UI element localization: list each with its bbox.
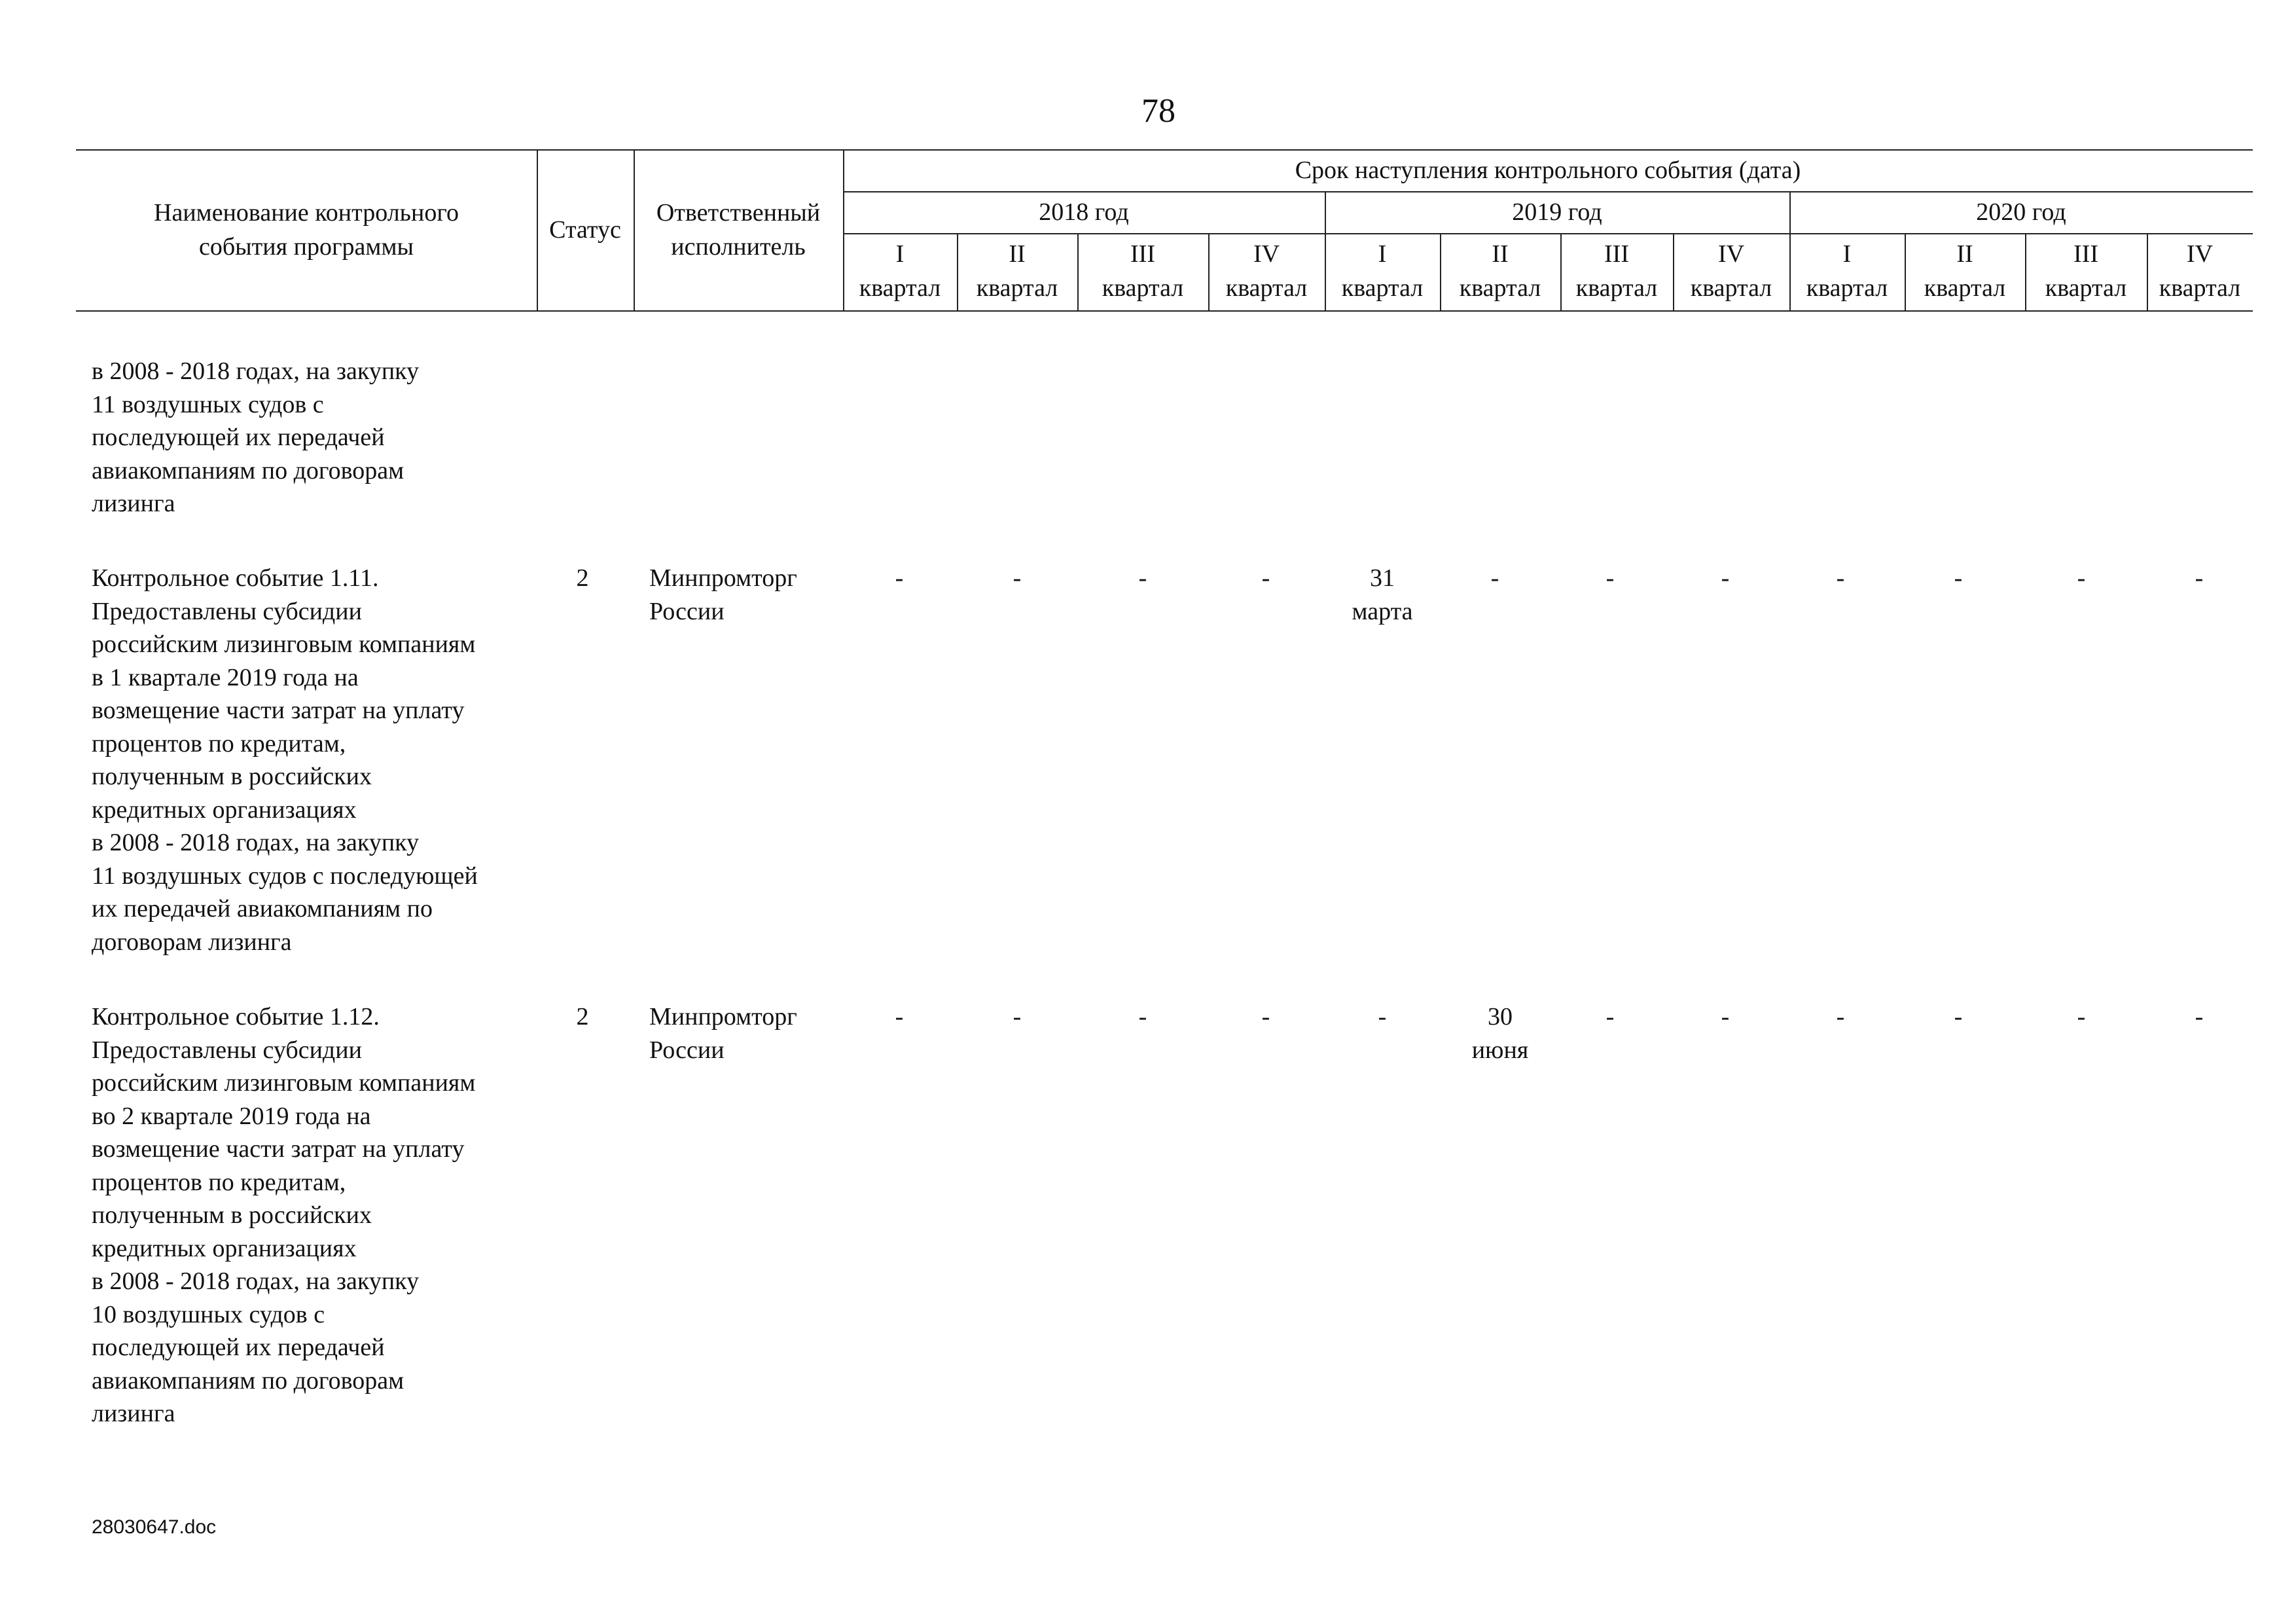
event-responsible: Минпромторг России: [649, 1003, 797, 1064]
header-responsible: Ответственный исполнитель: [656, 199, 821, 261]
quarter-value: -: [1954, 564, 1963, 592]
document-footer: 28030647.doc: [92, 1516, 217, 1538]
event-name: Контрольное событие 1.12. Предоставлены субсидии российским лизинговым компаниям во 2 квартале 2019 года на возмещение части затрат на уплату процентов по кредитам, полученным в российских кредитных организациях в 2008 - 2018 годах, на закупку 10 воздушных судов с последующей их передачей авиакомпаниям по договорам лизинга: [92, 1003, 476, 1427]
quarter-value: 31 марта: [1352, 564, 1413, 625]
table-header-bottom-border: [76, 310, 2253, 312]
header-status: Статус: [549, 216, 621, 244]
quarter-value: -: [2195, 1003, 2204, 1030]
quarter-value: -: [895, 564, 904, 592]
quarter-value: -: [1378, 1003, 1387, 1030]
header-quarter: III квартал: [1575, 240, 1658, 302]
header-event-name: Наименование контрольного события программы: [154, 199, 459, 261]
quarter-value: -: [2077, 1003, 2086, 1030]
header-year-2020: 2020 год: [1976, 198, 2066, 226]
header-quarter: III квартал: [1102, 240, 1184, 302]
quarter-value: 30 июня: [1471, 1003, 1529, 1064]
header-quarter: I квартал: [1341, 240, 1424, 302]
quarter-value: -: [1490, 564, 1499, 592]
quarter-value: -: [2077, 564, 2086, 592]
header-quarter: IV квартал: [2159, 240, 2241, 302]
quarter-value: -: [1954, 1003, 1963, 1030]
page-number: 78: [1141, 92, 1175, 130]
header-quarter: I квартал: [859, 240, 941, 302]
quarter-value: -: [1721, 564, 1730, 592]
header-deadline: Срок наступления контрольного события (дата): [1295, 156, 1801, 184]
header-year-2018: 2018 год: [1039, 198, 1129, 226]
quarter-value: -: [1605, 564, 1615, 592]
header-quarter: I квартал: [1806, 240, 1888, 302]
event-status: 2: [576, 1003, 589, 1030]
header-quarter: IV квартал: [1225, 240, 1308, 302]
event-name: Контрольное событие 1.11. Предоставлены субсидии российским лизинговым компаниям в 1 квартале 2019 года на возмещение части затрат на уплату процентов по кредитам, полученным в российских кредитных организациях в 2008 - 2018 годах, на закупку 11 воздушных судов с последующей их передачей авиакомпаниям по договорам лизинга: [92, 564, 478, 956]
quarter-value: -: [2195, 564, 2204, 592]
quarter-value: -: [1605, 1003, 1615, 1030]
event-status: 2: [576, 564, 589, 592]
header-quarter: II квартал: [1459, 240, 1541, 302]
quarter-value: -: [1261, 564, 1270, 592]
quarter-value: -: [1261, 1003, 1270, 1030]
header-quarter: II квартал: [976, 240, 1058, 302]
quarter-value: -: [895, 1003, 904, 1030]
quarter-value: -: [1138, 1003, 1147, 1030]
quarter-value: -: [1013, 564, 1022, 592]
header-quarter: II квартал: [1924, 240, 2006, 302]
event-responsible: Минпромторг России: [649, 564, 797, 625]
continuation-text: в 2008 - 2018 годах, на закупку 11 воздушных судов с последующей их передачей авиакомпаниям по договорам лизинга: [92, 357, 420, 517]
header-year-2019: 2019 год: [1512, 198, 1602, 226]
quarter-value: -: [1836, 564, 1845, 592]
quarter-value: -: [1013, 1003, 1022, 1030]
quarter-value: -: [1836, 1003, 1845, 1030]
quarter-value: -: [1721, 1003, 1730, 1030]
header-quarter: IV квартал: [1690, 240, 1772, 302]
year-header-divider: [843, 233, 2253, 234]
header-quarter: III квартал: [2045, 240, 2127, 302]
quarter-value: -: [1138, 564, 1147, 592]
